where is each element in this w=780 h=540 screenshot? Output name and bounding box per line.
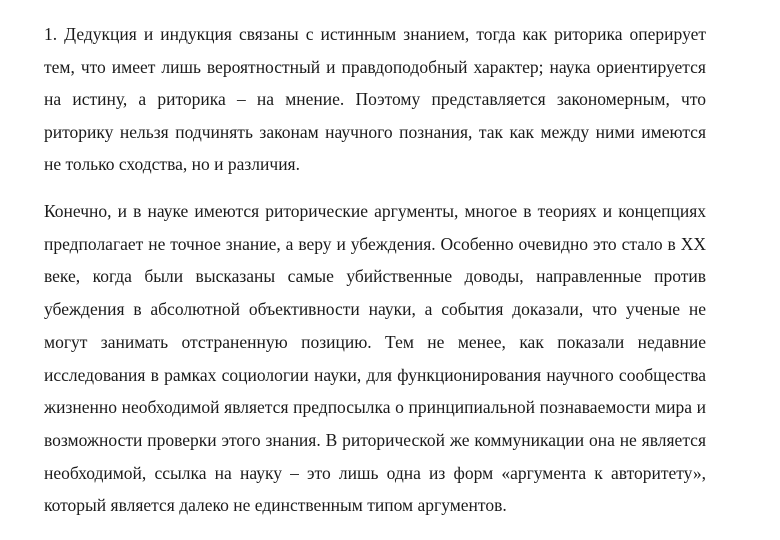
paragraph-rhetoric-in-science: Конечно, и в науке имеются риторические аргументы, многое в теориях и концепциях предполагает не точное знание, а веру и убеждения. Особенно очевидно это стало в XX веке, когда были высказаны самые убийственные доводы, направленные против убеждения в абсолютной объективности науки, а события доказали, что ученые не могут занимать отстраненную позицию. Тем не менее, как показали недавние исследования в рамках социологии науки, для функционирования научного сообщества жизненно необходимой является предпосылка о принципиальной познаваемости мира и возможности проверки этого знания. В риторической же коммуникации она не является необходимой, ссылка на науку – это лишь одна из форм «аргумента к авторитету», который является далеко не единственным типом аргументов. [44, 201, 706, 516]
paragraph-deduction-induction: 1. Дедукция и индукция связаны с истинным знанием, тогда как риторика оперирует тем, что имеет лишь вероятностный и правдоподобный характер; наука ориентируется на истину, а риторика – на мнение. Поэтому представляется закономерным, что риторику нельзя подчинять законам научного познания, так как между ними имеются не только сходства, но и различия. [44, 24, 706, 174]
